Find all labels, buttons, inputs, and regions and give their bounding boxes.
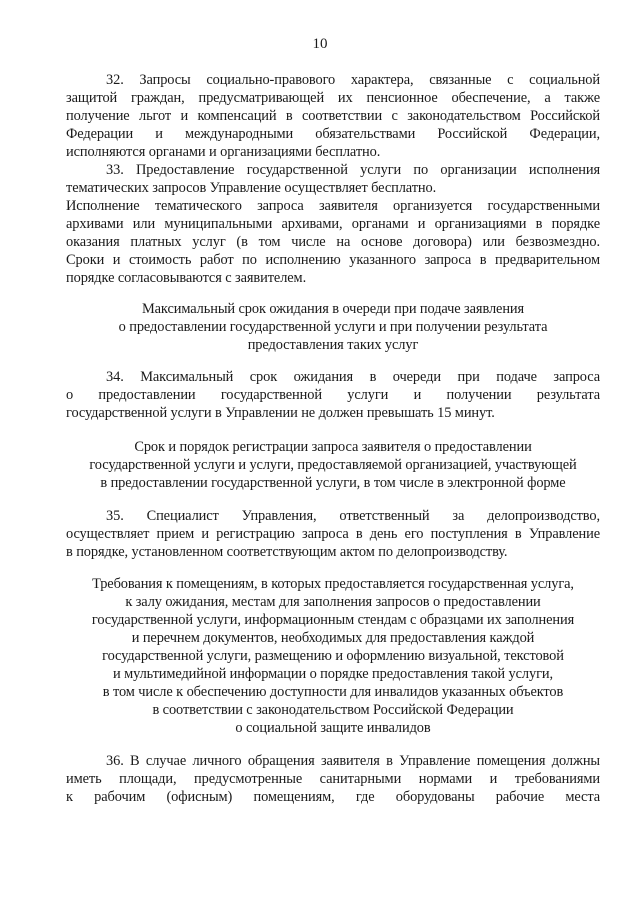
para33-line-2: тематических запросов Управление осуществляет бесплатно.: [66, 180, 437, 196]
heading2-line-3: в предоставлении государственной услуги, в том числе в электронной форме: [100, 475, 566, 491]
para35-line-2: осуществляет прием и регистрацию запроса в день его поступления в Управление: [66, 526, 600, 542]
para33-line-6: Сроки и стоимость работ по исполнению указанного запроса в предварительном: [66, 252, 600, 268]
para32-line-4: Федерации и международными обязательствами Российской Федерации,: [66, 126, 600, 142]
heading3-line-8: в соответствии с законодательством Российской Федерации: [152, 702, 514, 718]
para34-line-3: государственной услуги в Управлении не должен превышать 15 минут.: [66, 405, 495, 421]
heading3-line-6: и мультимедийной информации о порядке предоставления такой услуги,: [113, 666, 553, 682]
para35-line-1: 35. Специалист Управления, ответственный за делопроизводство,: [106, 508, 600, 524]
heading3-line-1: Требования к помещениям, в которых предоставляется государственная услуга,: [92, 576, 574, 592]
para33-line-3: Исполнение тематического запроса заявителя организуется государственными: [66, 198, 600, 214]
heading3-line-9: о социальной защите инвалидов: [235, 720, 431, 736]
para34-line-2: о предоставлении государственной услуги и получении результата: [66, 387, 600, 403]
para32-line-1: 32. Запросы социально-правового характера, связанные с социальной: [106, 72, 600, 88]
para32-line-3: получение льгот и компенсаций в соответствии с законодательством Российской: [66, 108, 600, 124]
para33-line-4: архивами или муниципальными архивами, органами и организациями в порядке: [66, 216, 600, 232]
para33-line-1: 33. Предоставление государственной услуги по организации исполнения: [106, 162, 600, 178]
para32-line-5: исполняются органами и организациями бесплатно.: [66, 144, 381, 160]
heading3-line-7: в том числе к обеспечению доступности для инвалидов указанных объектов: [102, 684, 564, 700]
page-number: 10: [312, 36, 328, 52]
heading1-line-3: предоставления таких услуг: [247, 337, 419, 353]
heading1-line-1: Максимальный срок ожидания в очереди при подаче заявления: [141, 301, 525, 317]
heading3-line-2: к залу ожидания, местам для заполнения запросов о предоставлении: [125, 594, 541, 610]
para36-line-1: 36. В случае личного обращения заявителя в Управление помещения должны: [106, 753, 600, 769]
heading2-line-2: государственной услуги и услуги, предоставляемой организацией, участвующей: [89, 457, 577, 473]
para33-line-5: оказания платных услуг (в том числе на основе договора) или безвозмездно.: [66, 234, 600, 250]
para36-line-2: иметь площади, предусмотренные санитарными нормами и требованиями: [66, 771, 600, 787]
para36-line-3: к рабочим (офисным) помещениям, где оборудованы рабочие места: [66, 789, 600, 805]
para35-line-3: в порядке, установленном соответствующим актом по делопроизводству.: [66, 544, 508, 560]
heading3-line-3: государственной услуги, информационным стендам с образцами их заполнения: [91, 612, 575, 628]
heading3-line-5: государственной услуги, размещению и оформлению визуальной, текстовой: [102, 648, 564, 664]
heading1-line-2: о предоставлении государственной услуги и при получении результата: [118, 319, 548, 335]
para33-line-7: порядке согласовываются с заявителем.: [66, 270, 307, 286]
heading3-line-4: и перечнем документов, необходимых для предоставления каждой: [131, 630, 535, 646]
heading2-line-1: Срок и порядок регистрации запроса заявителя о предоставлении: [134, 439, 532, 455]
para32-line-2: защитой граждан, предусматривающей их пенсионное обеспечение, а также: [66, 90, 600, 106]
para34-line-1: 34. Максимальный срок ожидания в очереди при подаче запроса: [106, 369, 600, 385]
